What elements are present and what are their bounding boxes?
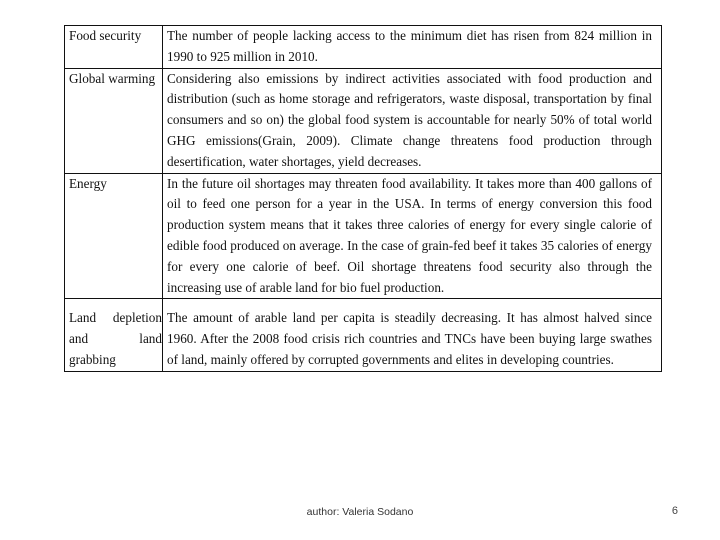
page-number: 6 [671,505,678,517]
issues-table [64,25,662,372]
table-row [65,299,662,371]
table-row [65,173,662,299]
row-description: Considering also emissions by indirect activities associated with food production and distribution (such as home storage and refrigerators, waste disposal, transportation by final consumers and so on) the global food system is accountable for nearly 50% of total world GHG emissions(Grain, 2009). Climate change threatens food production through desertification, water shortages, yield decreases. [163,68,662,173]
footer-author: author: Valeria Sodano [306,506,414,518]
row-topic: Global warming [65,68,163,173]
table-row [65,68,662,173]
row-topic: Food security [65,26,163,69]
row-description: The number of people lacking access to the minimum diet has risen from 824 million in 1990 to 925 million in 2010. [163,26,662,69]
row-topic: Energy [65,173,163,299]
row-description: The amount of arable land per capita is steadily decreasing. It has almost halved since 1960. After the 2008 food crisis rich countries and TNCs have been buying large swathes of land, mainly offered by corrupted governments and elites in developing countries. [163,299,662,371]
row-topic: Land depletion and land grabbing [65,299,163,371]
row-description: In the future oil shortages may threaten food availability. It takes more than 400 gallons of oil to feed one person for a year in the USA. In terms of energy conversion this food production system means that it takes three calories of energy for every single calorie of edible food produced on average. In the case of grain-fed beef it takes 35 calories of energy for every one calorie of beef. Oil shortage threatens food security also through the increasing use of arable land for bio fuel production. [163,173,662,299]
table-row [65,26,662,69]
